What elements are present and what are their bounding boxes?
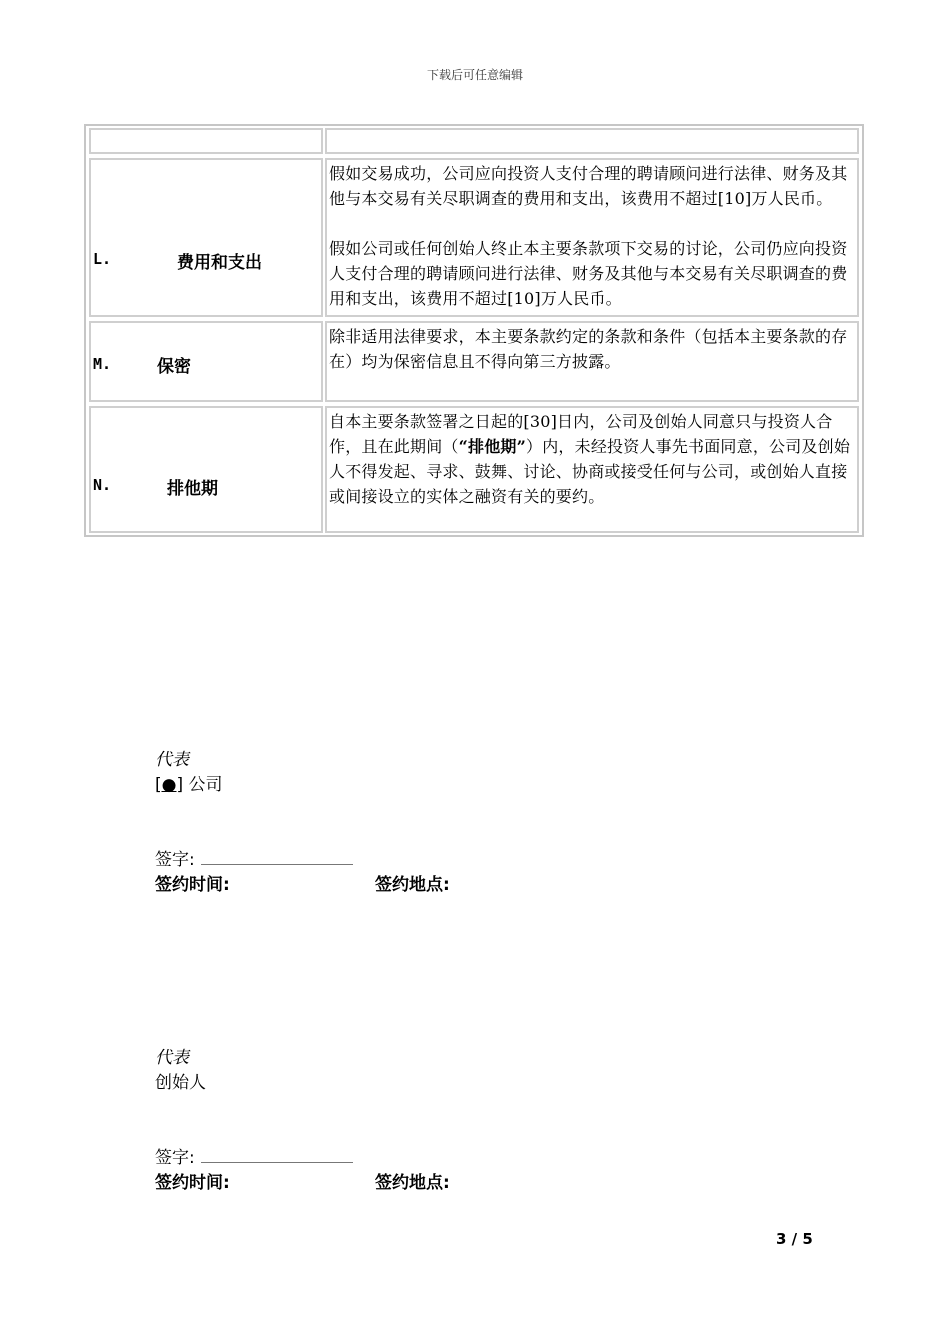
term-letter: N. [93, 476, 112, 494]
term-paragraph: 假如交易成功，公司应向投资人支付合理的聘请顾问进行法律、财务及其他与本交易有关尽职调查的费用和支出，该费用不超过[10]万人民币。 [329, 164, 848, 208]
founder-signature-block [155, 1043, 450, 1193]
page-separator: / [786, 1230, 803, 1248]
page-total: 5 [802, 1230, 813, 1248]
term-title: 费用和支出 [177, 253, 262, 273]
rep-label: 代表 [155, 750, 189, 770]
page-current: 3 [776, 1230, 787, 1248]
page-number [776, 1230, 813, 1248]
signature-line [201, 852, 353, 865]
rep-label: 代表 [155, 1048, 189, 1068]
party-name: 公司 [188, 775, 223, 795]
term-heading-cell [89, 158, 323, 317]
place-label: 签约地点: [375, 875, 450, 895]
table-header-row [86, 126, 862, 156]
term-heading-cell [89, 321, 323, 402]
time-place-row [155, 870, 450, 895]
time-label: 签约时间: [155, 875, 230, 895]
sign-row [155, 845, 450, 870]
company-signature-block [155, 745, 450, 895]
place-label: 签约地点: [375, 1173, 450, 1193]
term-content-cell [325, 406, 859, 533]
blank-cell [325, 128, 859, 154]
table-row [86, 156, 862, 319]
signature-line [201, 1150, 353, 1163]
party-placeholder: [●] [155, 775, 184, 795]
time-label: 签约时间: [155, 1173, 230, 1193]
term-text: 自本主要条款签署之日起的[30]日内，公司及创始人同意只与投资人合作，且在此期间（ [329, 412, 833, 456]
term-title: 保密 [157, 357, 191, 377]
term-heading-cell [89, 406, 323, 533]
term-paragraph [329, 409, 855, 509]
blank-cell [89, 128, 323, 154]
term-title: 排他期 [167, 479, 218, 499]
party-name: 创始人 [155, 1073, 206, 1093]
sign-label: 签字: [155, 850, 195, 870]
term-text: ）内，未经投资人事先书面同意，公司及创始人不得发起、寻求、鼓舞、讨论、协商或接受任何与公司，或创始人直接或间接设立的实体之融资有关的要约。 [329, 437, 851, 506]
defined-term: “排他期” [458, 437, 527, 456]
table-row [86, 319, 862, 404]
term-letter: M. [93, 355, 112, 373]
term-content-cell [325, 158, 859, 317]
term-letter: L. [93, 250, 112, 268]
terms-table [84, 124, 864, 537]
page-header: 下载后可任意编辑 [426, 68, 523, 82]
party-line [155, 770, 450, 795]
term-paragraph: 除非适用法律要求，本主要条款约定的条款和条件（包括本主要条款的存在）均为保密信息且不得向第三方披露。 [329, 327, 848, 371]
term-paragraph: 假如公司或任何创始人终止本主要条款项下交易的讨论，公司仍应向投资人支付合理的聘请顾问进行法律、财务及其他与本交易有关尽职调查的费用和支出，该费用不超过[10]万人民币。 [329, 239, 848, 308]
sign-row [155, 1143, 450, 1168]
sign-label: 签字: [155, 1148, 195, 1168]
time-place-row [155, 1168, 450, 1193]
term-content-cell [325, 321, 859, 402]
table-row [86, 404, 862, 535]
